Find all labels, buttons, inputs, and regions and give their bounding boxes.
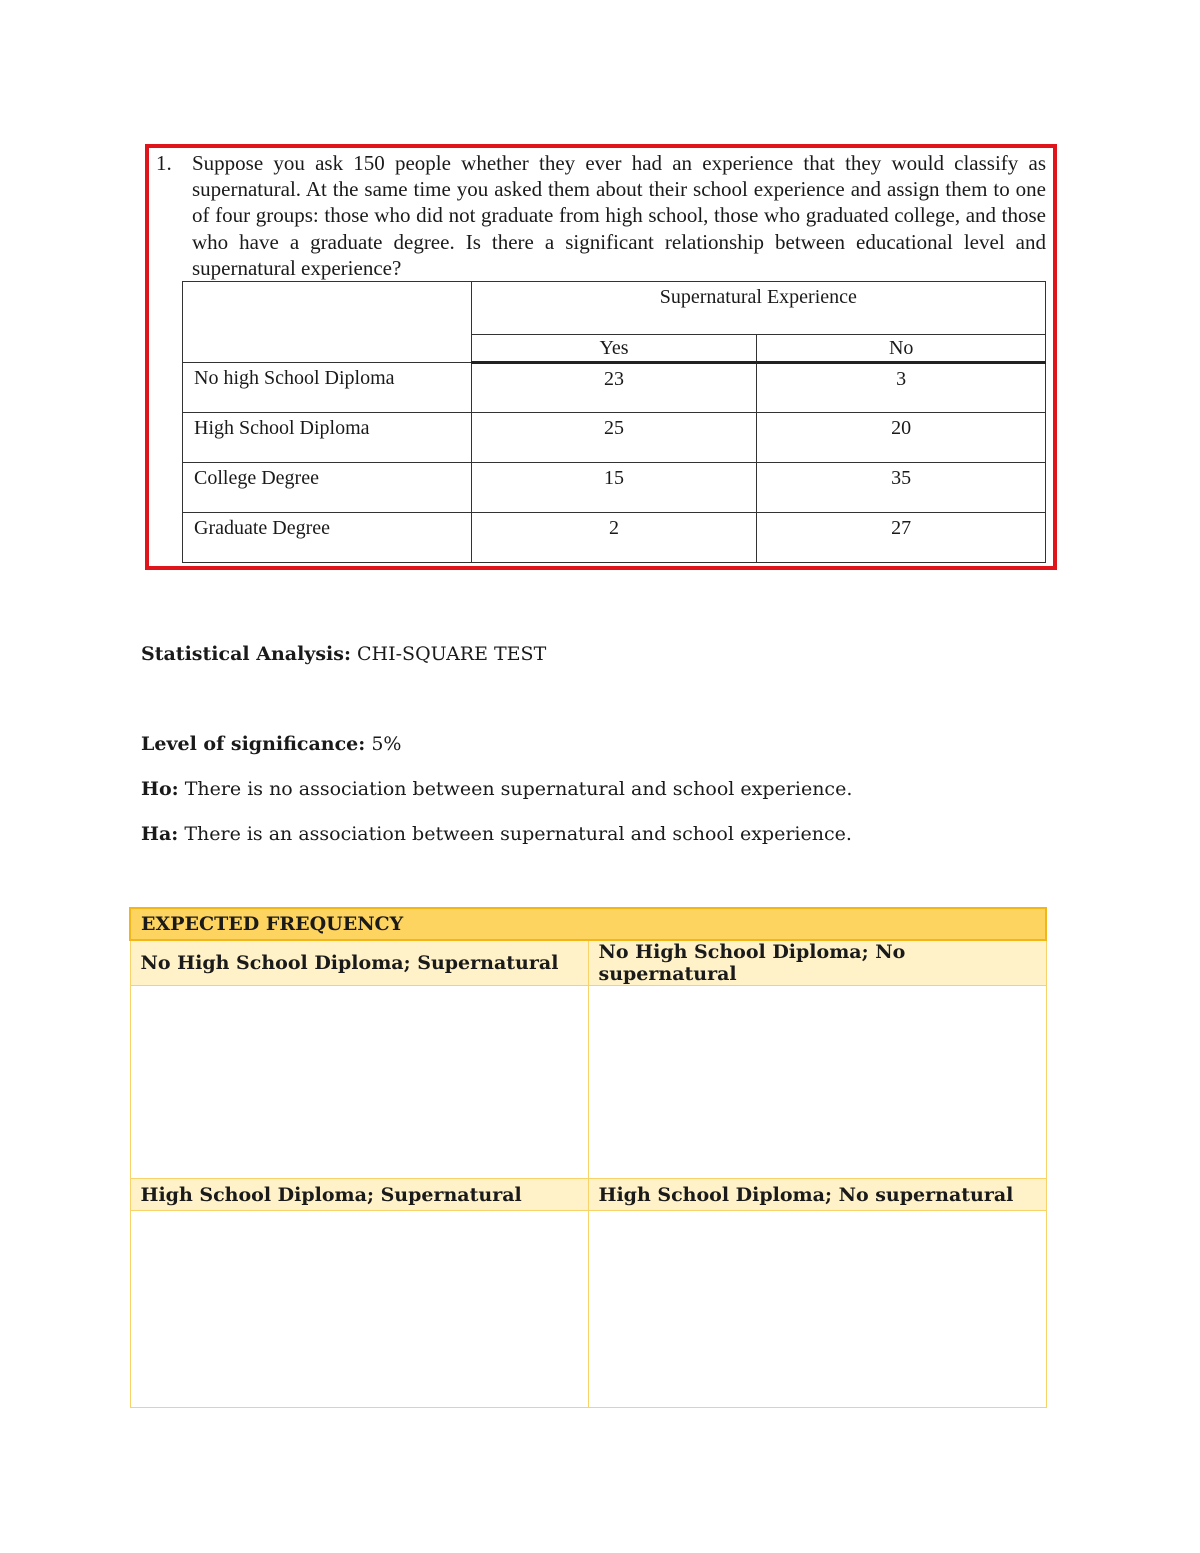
- table-row: [183, 513, 1046, 563]
- cell-no: 3: [757, 363, 1046, 413]
- cell-no: 35: [757, 463, 1046, 513]
- table-row: [183, 363, 1046, 413]
- column-header-no: No: [757, 335, 1046, 363]
- row-label: High School Diploma: [183, 413, 472, 463]
- significance-value: 5%: [371, 733, 402, 755]
- analysis-value: CHI-SQUARE TEST: [357, 643, 547, 665]
- ho-text: There is no association between supernatural and school experience.: [184, 778, 853, 800]
- statistical-analysis-line: [141, 642, 546, 666]
- cell-yes: 25: [471, 413, 757, 463]
- table-header-supernatural: Supernatural Experience: [471, 282, 1045, 335]
- answer-cell[interactable]: [130, 1211, 588, 1408]
- ha-label: Ha:: [141, 823, 179, 845]
- problem-statement: [156, 150, 1046, 281]
- ho-label: Ho:: [141, 778, 179, 800]
- problem-number: 1.: [156, 151, 172, 175]
- table-row: [183, 413, 1046, 463]
- cell-header: No High School Diploma; No supernatural: [588, 940, 1046, 986]
- cell-yes: 15: [471, 463, 757, 513]
- cell-no: 27: [757, 513, 1046, 563]
- cell-yes: 2: [471, 513, 757, 563]
- cell-header: No High School Diploma; Supernatural: [130, 940, 588, 986]
- answer-cell[interactable]: [130, 986, 588, 1179]
- answer-cell[interactable]: [588, 1211, 1046, 1408]
- alt-hypothesis-line: [141, 822, 852, 846]
- cell-no: 20: [757, 413, 1046, 463]
- column-header-yes: Yes: [471, 335, 757, 363]
- table-row: [183, 463, 1046, 513]
- expected-frequency-table: [129, 907, 1047, 1408]
- problem-text: Suppose you ask 150 people whether they ever had an experience that they would classify as supernatural. At the same time you asked them about their school experience and assign them to one of four groups: those who did not graduate from high school, those who graduated college, and those who have a graduate degree. Is there a significant relationship between educational level and supernatural experience?: [192, 151, 1046, 280]
- row-label: College Degree: [183, 463, 472, 513]
- cell-header: High School Diploma; No supernatural: [588, 1179, 1046, 1211]
- null-hypothesis-line: [141, 777, 852, 801]
- expected-frequency-title: EXPECTED FREQUENCY: [130, 908, 1046, 940]
- cell-yes: 23: [471, 363, 757, 413]
- row-label: Graduate Degree: [183, 513, 472, 563]
- row-label: No high School Diploma: [183, 363, 472, 413]
- table-corner-cell: [183, 282, 472, 363]
- cell-header: High School Diploma; Supernatural: [130, 1179, 588, 1211]
- ha-text: There is an association between supernatural and school experience.: [184, 823, 852, 845]
- analysis-label: Statistical Analysis:: [141, 643, 351, 665]
- observed-frequency-table: [182, 281, 1046, 563]
- significance-line: [141, 732, 401, 756]
- answer-cell[interactable]: [588, 986, 1046, 1179]
- significance-label: Level of significance:: [141, 733, 366, 755]
